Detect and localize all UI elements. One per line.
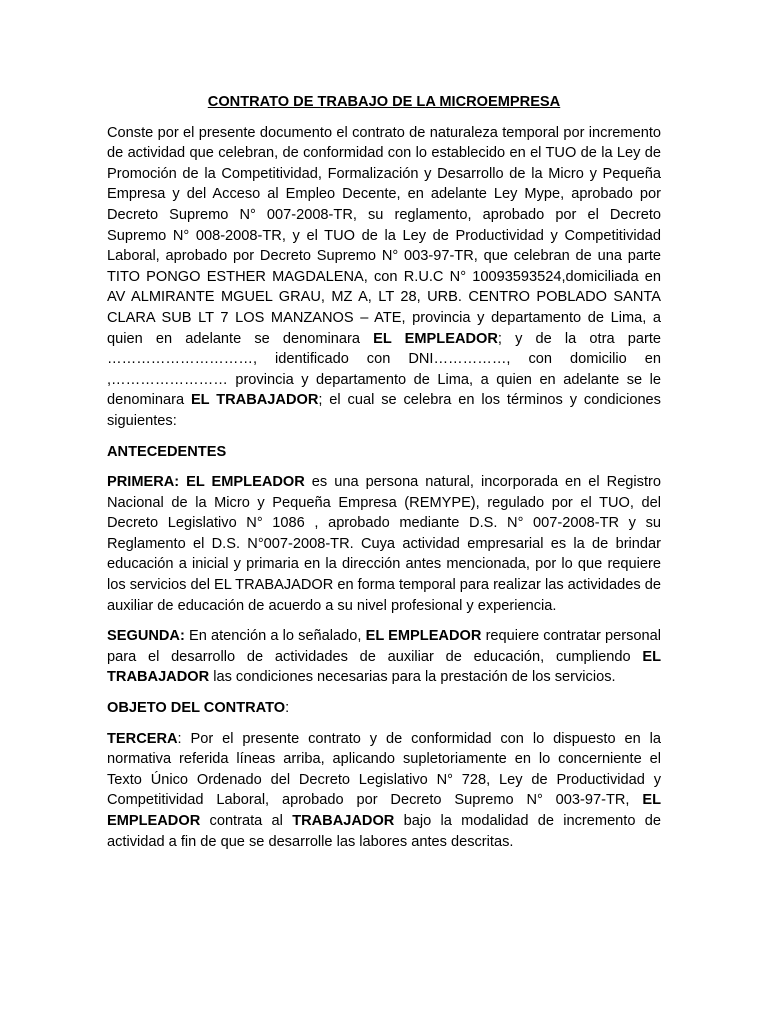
section-heading-antecedentes: ANTECEDENTES bbox=[107, 443, 227, 460]
clause-tercera bbox=[107, 729, 661, 853]
intro-text-1: Conste por el presente documento el contrato de naturaleza temporal por incremento de actividad que celebran, de conformidad con lo establecido en el TUO de la Ley de Promoción de la Competitividad, Formalización y Desarrollo de la Micro y Pequeña Empresa y del Acceso al Empleo Decente, en adelante Ley Mype, aprobado por Decreto Supremo N° 007-2008-TR, su reglamento, aprobado por el Decreto Supremo N° 008-2008-TR, y el TUO de la Ley de Productividad y Competitividad Laboral, aprobado por Decreto Supremo N° 003-97-TR, que celebran de una parte TITO PONGO ESTHER MAGDALENA, con R.U.C N° 10093593524,domiciliada en AV ALMIRANTE MGUEL GRAU, MZ A, LT 28, URB. CENTRO POBLADO SANTA CLARA SUB LT 7 LOS MANZANOS – ATE, provincia y departamento de Lima, a quien en adelante se denominara bbox=[107, 124, 661, 347]
tercera-text-1: : Por el presente contrato y de conformidad con lo dispuesto en la normativa referida líneas arriba, aplicando supletoriamente en lo concerniente el Texto Único Ordenado del Decreto Legislativo N° 728, Ley de Productividad y Competitividad Laboral, aprobado por Decreto Supremo N° 003-97-TR, bbox=[107, 730, 661, 809]
segunda-text-1: En atención a lo señalado, bbox=[184, 628, 366, 645]
tercera-label: TERCERA bbox=[107, 730, 178, 747]
segunda-text-2: requiere contratar personal para el desarrollo de actividades de auxiliar de educación, cumpliendo bbox=[107, 628, 662, 665]
tercera-text-3: bajo la modalidad de incremento de actividad a fin de que se desarrolle las labores antes descritas. bbox=[107, 813, 661, 850]
clause-primera bbox=[107, 472, 661, 616]
intro-text-2: ; y de la otra parte …………………………, identificado con DNI……………, con domicilio en ,…………………… provincia y departamento de Lima, a quien en adelante se le denominara bbox=[107, 330, 661, 409]
clause-segunda bbox=[107, 626, 661, 688]
intro-bold-trabajador: EL TRABAJADOR bbox=[190, 392, 319, 409]
intro-text-3: ; el cual se celebra en los términos y condiciones siguientes: bbox=[107, 392, 661, 429]
intro-paragraph bbox=[107, 123, 661, 432]
primera-label: PRIMERA: EL EMPLEADOR bbox=[107, 474, 305, 491]
objeto-label: OBJETO DEL CONTRATO bbox=[107, 700, 286, 717]
tercera-bold-empleador: EL EMPLEADOR bbox=[107, 792, 661, 829]
tercera-bold-trabajador: TRABAJADOR bbox=[292, 813, 395, 829]
document-page bbox=[107, 92, 661, 862]
segunda-bold-empleador: EL EMPLEADOR bbox=[365, 628, 482, 645]
segunda-label: SEGUNDA: bbox=[107, 628, 185, 645]
tercera-text-2: contrata al bbox=[200, 813, 293, 829]
section-heading-objeto bbox=[107, 698, 661, 719]
segunda-bold-trabajador: EL TRABAJADOR bbox=[107, 648, 661, 686]
primera-text: es una persona natural, incorporada en el Registro Nacional de la Micro y Pequeña Empresa (REMYPE), regulado por el TUO, del Decreto Legislativo N° 1086 , aprobado mediante D.S. N° 007-2008-TR y su Reglamento el D.S. N°007-2008-TR. Cuya actividad empresarial es la de brindar educación a inicial y primaria en la dirección antes mencionada, por lo que requiere los servicios del EL TRABAJADOR en forma temporal para realizar las actividades de auxiliar de educación de acuerdo a su nivel profesional y experiencia. bbox=[107, 474, 661, 614]
objeto-suffix: : bbox=[285, 700, 290, 717]
document-title: CONTRATO DE TRABAJO DE LA MICROEMPRESA bbox=[207, 94, 561, 110]
segunda-text-3: las condiciones necesarias para la prestación de los servicios. bbox=[209, 669, 616, 686]
intro-bold-empleador: EL EMPLEADOR bbox=[373, 330, 498, 347]
